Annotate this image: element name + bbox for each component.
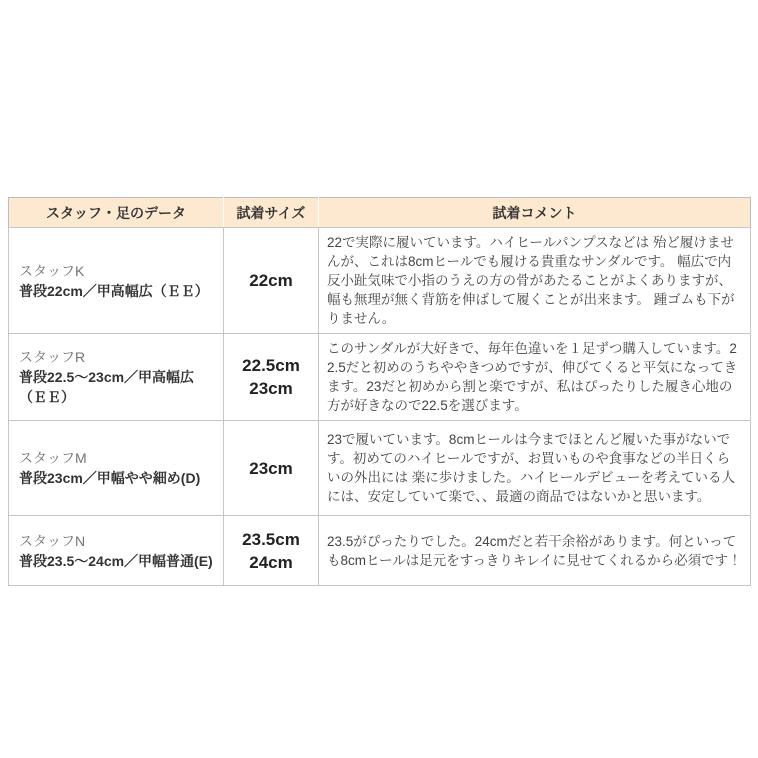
comment-cell: 22で実際に履いています。ハイヒールパンプスなどは 殆ど履けませんが、これは8cmヒールでも履ける貴重なサンダルです。 幅広で内反小趾気味で小指のうえの方の骨があたることがよくありますが、幅も無理が無く背筋を伸ばして履くことが出来ます。 踵ゴムも下がりません。 (319, 228, 751, 334)
size-cell (224, 516, 319, 586)
staff-foot-data: 普段22cm／甲高幅広（ＥＥ） (19, 282, 209, 299)
column-header-fitting-size: 試着サイズ (224, 198, 319, 228)
size-value: 23cm (249, 458, 293, 478)
table-row (9, 334, 751, 421)
staff-foot-data: 普段23cm／甲幅やや細め(D) (19, 470, 201, 486)
size-cell (224, 334, 319, 421)
fitting-review-table-wrap (8, 197, 750, 586)
table-row (9, 421, 751, 516)
staff-name: スタッフM (19, 450, 87, 466)
size-value: 22.5cm (242, 356, 300, 375)
size-value: 23cm (249, 379, 293, 398)
column-header-fitting-comment: 試着コメント (319, 198, 751, 228)
table-row (9, 516, 751, 586)
comment-cell: 23で履いています。8cmヒールは今までほとんど履いた事がないです。初めてのハイヒールですが、お買いものや食事などの半日くらいの外出には 楽に歩けました。ハイヒールデビューを考えている人には、安定していて楽で、、最適の商品ではないかと思います。 (319, 421, 751, 516)
staff-name: スタッフR (19, 349, 86, 365)
staff-foot-data: 普段22.5～23cm／甲高幅広（ＥＥ） (19, 369, 195, 405)
column-header-staff-data: スタッフ・足のデータ (9, 198, 224, 228)
staff-name: スタッフK (19, 262, 85, 279)
staff-cell (9, 228, 224, 334)
table-row (9, 228, 751, 334)
comment-cell: このサンダルが大好きで、毎年色違いを１足ずつ購入しています。22.5だと初めのうちややきつめですが、伸びてくると平気になってきます。23だと初めから割と楽ですが、私はぴったりした履き心地の方が好きなので22.5を選びます。 (319, 334, 751, 421)
size-value: 22cm (249, 271, 293, 290)
comment-cell: 23.5がぴったりでした。24cmだと若干余裕があります。何といっても8cmヒールは足元をすっきりキレイに見せてくれるから必須です！ (319, 516, 751, 586)
size-cell (224, 421, 319, 516)
staff-foot-data: 普段23.5～24cm／甲幅普通(E) (19, 552, 213, 569)
staff-cell (9, 421, 224, 516)
fitting-review-table (8, 197, 751, 586)
staff-cell (9, 334, 224, 421)
size-value: 24cm (249, 552, 293, 572)
staff-name: スタッフN (19, 532, 86, 549)
table-header-row (9, 198, 751, 228)
size-cell (224, 228, 319, 334)
size-value: 23.5cm (242, 529, 300, 549)
staff-cell (9, 516, 224, 586)
